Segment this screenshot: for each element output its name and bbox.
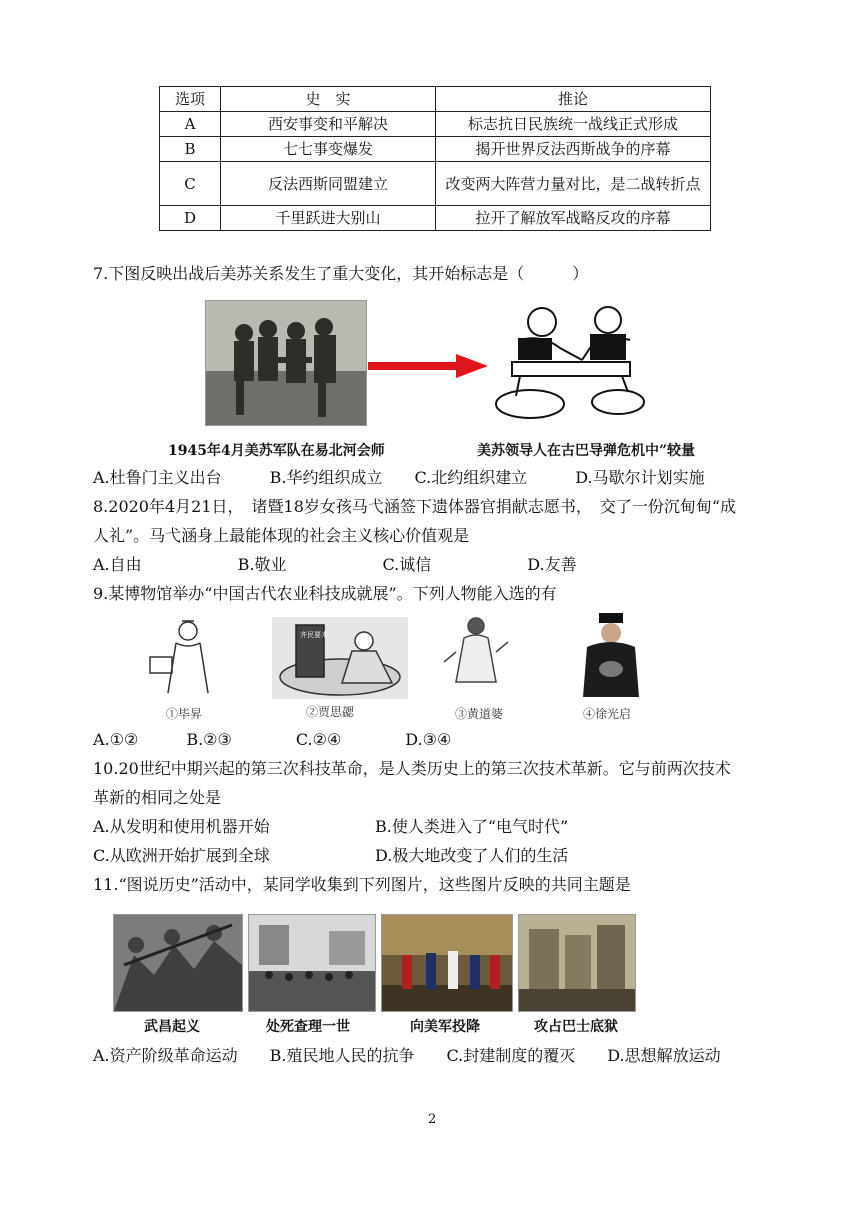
wuchang-uprising-image (113, 914, 243, 1012)
caption-elbe: 1945年4月美苏军队在易北河会师 (168, 443, 385, 459)
caption-picture-4: 攻占巴士底狱 (534, 1019, 618, 1035)
facts-table (159, 86, 711, 231)
cuba-crisis-cartoon (490, 300, 652, 424)
table-cell: 标志抗日民族统一战线正式形成 (436, 112, 711, 137)
caption-cuba: 美苏领导人在古巴导弹危机中”较量 (477, 443, 696, 459)
figure-label: ②贾思勰 (306, 705, 355, 719)
table-cell: C (160, 162, 221, 206)
question-9-stem: 9.某博物馆举办“中国古代农业科技成就展”。下列人物能入选的有 (93, 584, 557, 603)
table-cell: D (160, 206, 221, 231)
execution-charles-image (248, 914, 376, 1012)
elbe-meeting-photo (205, 300, 367, 426)
figure-label: ④徐光启 (583, 707, 632, 721)
table-row (160, 206, 711, 231)
question-11-options: A.资产阶级革命运动 B.殖民地人民的抗争 C.封建制度的覆灭 D.思想解放运动 (93, 1046, 721, 1065)
question-10-option-a: A.从发明和使用机器开始 (93, 817, 270, 836)
huang-daopo-figure (440, 612, 512, 698)
table-row (160, 137, 711, 162)
table-cell: B (160, 137, 221, 162)
arrow-right-icon (368, 354, 488, 378)
figure-label: ①毕昇 (166, 707, 203, 721)
table-cell: 西安事变和平解决 (221, 112, 436, 137)
question-7-stem: 7.下图反映出战后美苏关系发生了重大变化，其开始标志是（ ） (93, 264, 589, 283)
table-header: 选项 (160, 87, 221, 112)
table-cell: 七七事变爆发 (221, 137, 436, 162)
question-8-options: A.自由 B.敬业 C.诚信 D.友善 (93, 555, 577, 574)
table-cell: 拉开了解放军战略反攻的序幕 (436, 206, 711, 231)
figure-label: ③黄道婆 (455, 707, 504, 721)
xu-guangqi-figure (577, 611, 645, 697)
question-8-line1: 8.2020年4月21日， 诸暨18岁女孩马弋涵签下遗体器官捐献志愿书， 交了一份沉甸甸“成 (93, 497, 737, 516)
table-cell: 揭开世界反法西斯战争的序幕 (436, 137, 711, 162)
table-header-row (160, 87, 711, 112)
table-cell: A (160, 112, 221, 137)
surrender-image (381, 914, 513, 1012)
question-8-line2: 人礼”。马弋涵身上最能体现的社会主义核心价值观是 (93, 526, 470, 545)
table-cell: 改变两大阵营力量对比，是二战转折点 (436, 162, 711, 206)
bastille-image (518, 914, 636, 1012)
question-10-option-d: D.极大地改变了人们的生活 (375, 846, 569, 865)
caption-picture-3: 向美军投降 (410, 1019, 480, 1035)
table-row (160, 162, 711, 206)
page-number: 2 (428, 1112, 437, 1127)
caption-picture-2: 处死查理一世 (266, 1019, 350, 1035)
question-10-line1: 10.20世纪中期兴起的第三次科技革命，是人类历史上的第三次技术革新。它与前两次技术 (93, 759, 731, 778)
question-10-option-c: C.从欧洲开始扩展到全球 (93, 846, 270, 865)
question-10-option-b: B.使人类进入了“电气时代” (375, 817, 569, 836)
question-11-stem: 11.“图说历史”活动中，某同学收集到下列图片，这些图片反映的共同主题是 (93, 875, 631, 894)
svg-text:齐民要术: 齐民要术 (300, 631, 328, 639)
caption-picture-1: 武昌起义 (144, 1019, 200, 1035)
table-cell: 反法西斯同盟建立 (221, 162, 436, 206)
table-header: 史 实 (221, 87, 436, 112)
table-row (160, 112, 711, 137)
question-7-options: A.杜鲁门主义出台 B.华约组织成立 C.北约组织建立 D.马歇尔计划实施 (93, 468, 705, 487)
bi-sheng-figure (148, 615, 226, 697)
question-9-options: A.①② B.②③ C.②④ D.③④ (93, 730, 452, 749)
question-10-line2: 革新的相同之处是 (93, 788, 222, 807)
table-cell: 千里跃进大别山 (221, 206, 436, 231)
table-header: 推论 (436, 87, 711, 112)
jia-sixie-figure (272, 617, 408, 699)
